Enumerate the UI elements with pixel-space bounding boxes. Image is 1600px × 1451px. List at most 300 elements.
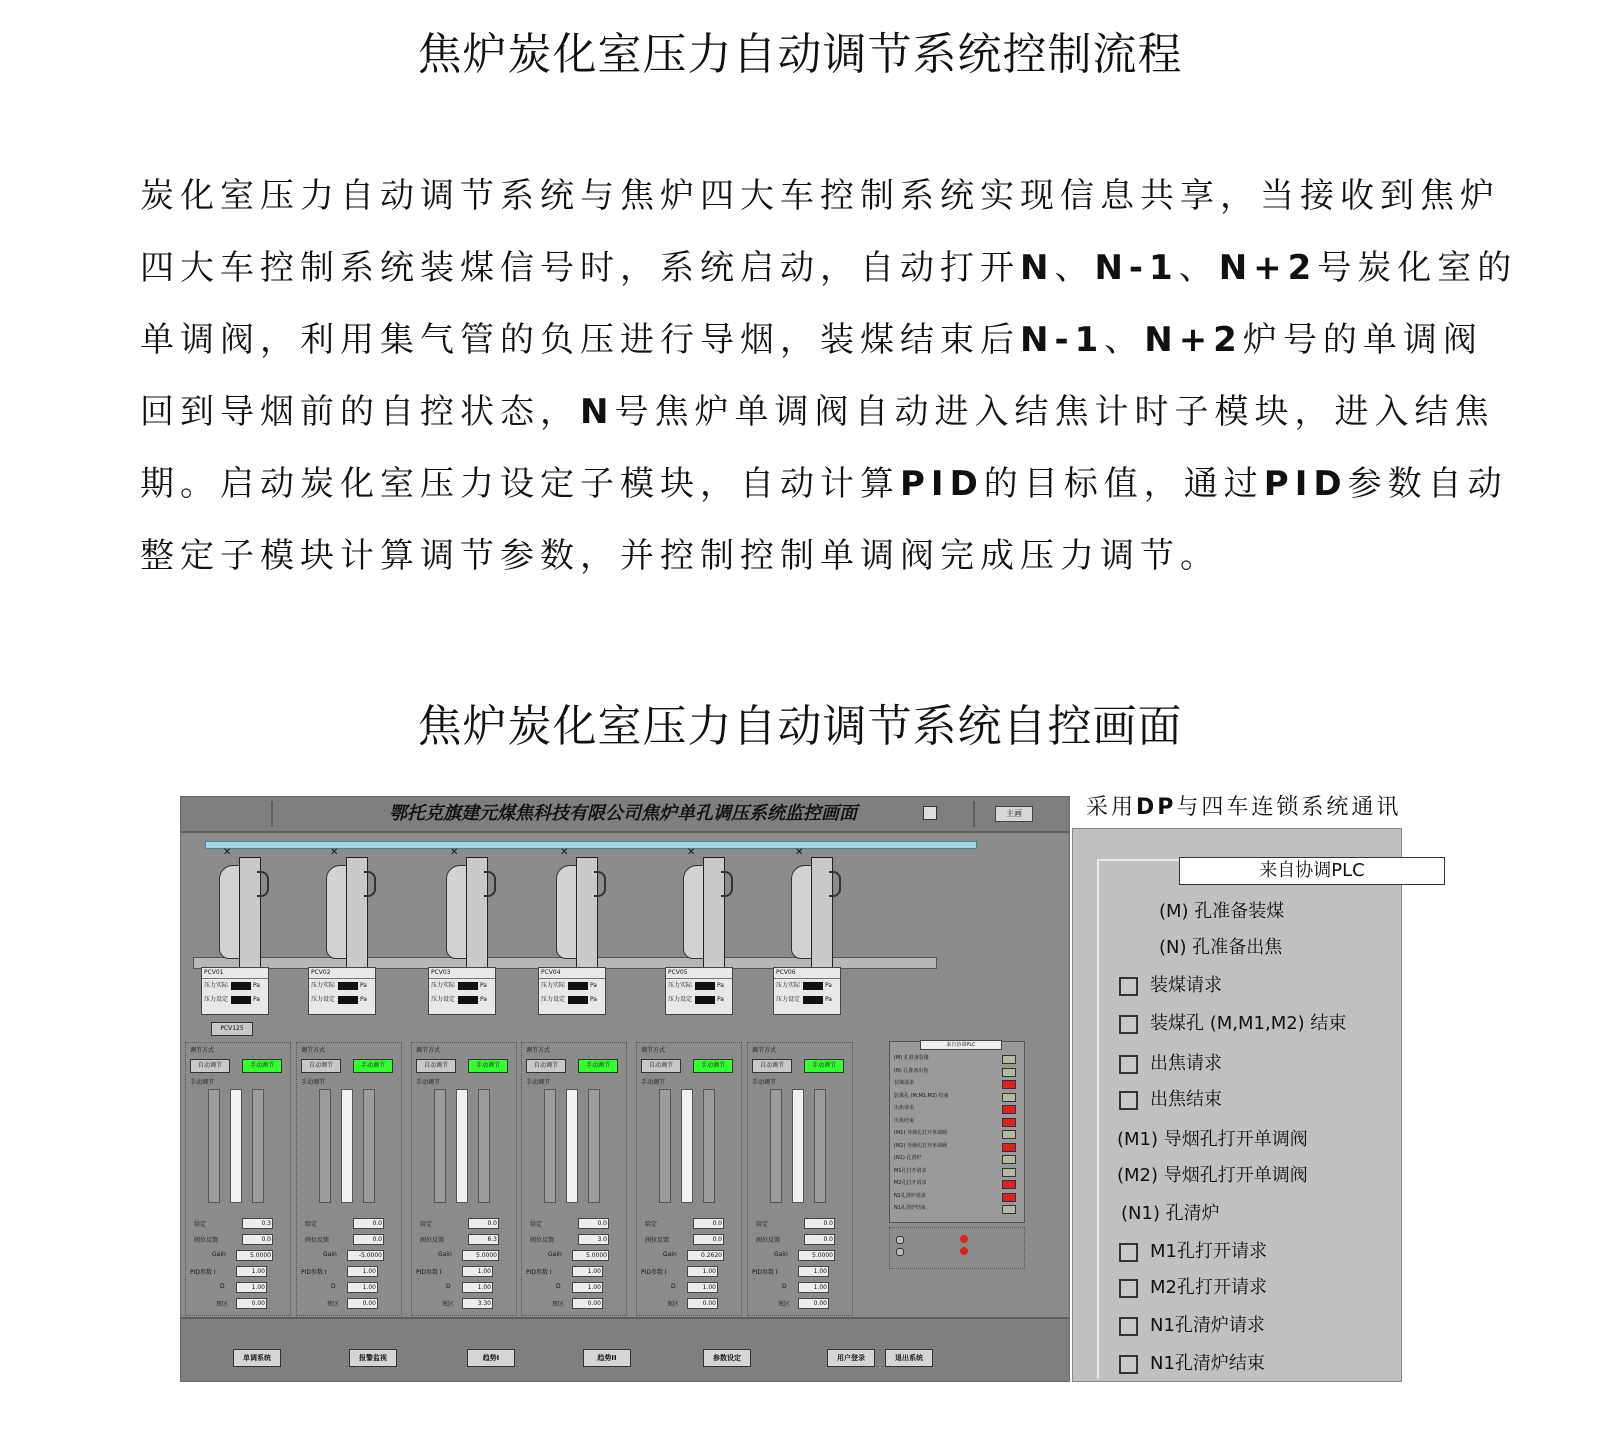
manual-slider[interactable] — [341, 1089, 353, 1203]
label: 压力实际 — [776, 982, 801, 989]
valve-icon: ✕ — [687, 847, 696, 858]
manual-slider[interactable] — [566, 1089, 578, 1203]
pressure-bar — [319, 1089, 331, 1203]
right-panel-caption — [1086, 790, 1401, 821]
manual-slider[interactable] — [230, 1089, 242, 1203]
bold-term: PID — [900, 464, 984, 504]
cap-hook-icon — [721, 871, 733, 897]
feedback-field: 0.0 — [353, 1234, 384, 1245]
mode-label: 调节方式 — [526, 1047, 551, 1054]
pressure-actual-row — [429, 979, 495, 993]
setpoint-label: 给定 — [305, 1221, 318, 1228]
valve-control-column — [747, 1042, 853, 1316]
feedback-label: 阀位反馈 — [756, 1237, 781, 1244]
pid-i-label: PID参数 I — [301, 1269, 327, 1276]
toolbar-button[interactable]: 用户登录 — [827, 1349, 875, 1367]
checkbox[interactable] — [1119, 1355, 1138, 1374]
unit-label: Pa — [359, 982, 367, 989]
feedback-field: 6.3 — [468, 1234, 499, 1245]
cap-hook-icon — [829, 871, 841, 897]
pid-i-label: PID参数 I — [190, 1269, 216, 1276]
riser-valve-unit — [771, 847, 851, 977]
pressure-actual-row — [539, 979, 605, 993]
setpoint-field[interactable]: 0.0 — [693, 1218, 724, 1229]
status-indicator-icon — [1002, 1205, 1016, 1214]
mode-label: 调节方式 — [416, 1047, 441, 1054]
valve-bar — [363, 1089, 375, 1203]
auto-mode-button[interactable]: 自动调节 — [416, 1059, 456, 1073]
scale-left — [526, 1089, 540, 1201]
pid-i-field[interactable]: 1.00 — [236, 1266, 267, 1277]
interlock-item[interactable] — [1119, 1085, 1222, 1111]
pressure-set-row — [202, 993, 268, 1007]
deadband-label: 死区 — [778, 1301, 791, 1308]
interlock-item-label: (M2) 导烟孔打开单调阀 — [1117, 1165, 1308, 1186]
mini-status-row: 出焦请求 — [894, 1105, 915, 1111]
valve-icon: ✕ — [795, 847, 804, 858]
status-indicator-icon — [1002, 1093, 1016, 1102]
mini-status-row: M1孔打开请求 — [894, 1167, 927, 1174]
status-indicator-icon — [1002, 1105, 1016, 1114]
pressure-actual-value — [231, 982, 251, 990]
pid-d-label: D — [671, 1283, 676, 1290]
mini-status-row: 出焦结束 — [894, 1117, 915, 1124]
pressure-display — [201, 967, 269, 1015]
interlock-panel — [1072, 828, 1402, 1382]
alarm-dot-icon — [960, 1247, 968, 1255]
cap-hook-icon — [484, 871, 496, 897]
scale-left — [641, 1089, 655, 1201]
paragraph-text: 号焦炉单调阀自动进入结焦计时子模块，进入结焦期。启动炭化室压力设定子模块，自动计算 — [140, 392, 1495, 504]
cap-hook-icon — [257, 871, 269, 897]
valve-icon: ✕ — [330, 847, 339, 858]
label: 压力设定 — [431, 996, 456, 1003]
interlock-item-label: (M1) 导烟孔打开单调阀 — [1117, 1129, 1308, 1150]
pressure-set-value — [458, 996, 478, 1004]
bottom-toolbar — [181, 1317, 1069, 1382]
manual-adjust-label: 手动调节 — [641, 1079, 666, 1086]
riser-valve-unit — [306, 847, 386, 977]
pid-i-label: PID参数 I — [641, 1269, 667, 1276]
checkbox[interactable] — [1119, 1015, 1138, 1034]
toolbar-button[interactable]: 退出系统 — [885, 1349, 933, 1367]
interlock-item[interactable] — [1119, 1237, 1267, 1263]
pressure-set-value — [231, 996, 251, 1004]
valve-bar — [814, 1089, 826, 1203]
interlock-item[interactable] — [1119, 1049, 1222, 1075]
unit-label: Pa — [252, 982, 260, 989]
toolbar-button[interactable]: 参数设定 — [703, 1349, 751, 1367]
mini-status-row: 装煤孔 (M,M1,M2) 结束 — [894, 1092, 949, 1099]
mini-status-row: (M1) 导烟孔打开单调阀 — [894, 1130, 947, 1136]
pressure-set-row — [539, 993, 605, 1007]
manual-adjust-label: 手动调节 — [526, 1079, 551, 1086]
interlock-item-label: 出焦结束 — [1150, 1089, 1222, 1110]
scale-left — [752, 1089, 766, 1201]
auto-mode-button[interactable]: 自动调节 — [190, 1059, 230, 1073]
toolbar-button[interactable]: 趋势II — [583, 1349, 631, 1367]
feedback-label: 阀位反馈 — [530, 1237, 555, 1244]
pid-d-field[interactable]: 1.00 — [687, 1282, 718, 1293]
label: 压力实际 — [311, 982, 336, 989]
interlock-mini-panel — [889, 1041, 1025, 1223]
deadband-label: 死区 — [667, 1301, 680, 1308]
status-indicator-icon — [1002, 1155, 1016, 1164]
valve-control-column — [296, 1042, 402, 1316]
interlock-item-label: N1孔清炉结束 — [1150, 1353, 1265, 1374]
mini-status-row: N1孔清炉结束 — [894, 1205, 926, 1211]
status-indicator-icon — [1002, 1080, 1016, 1089]
pressure-actual-row — [309, 979, 375, 993]
pressure-bar — [434, 1089, 446, 1203]
feedback-label: 阀位反馈 — [305, 1237, 330, 1244]
checkbox[interactable] — [1119, 1243, 1138, 1262]
label: 压力设定 — [204, 996, 229, 1003]
deadband-label: 死区 — [442, 1301, 455, 1308]
feedback-field: 3.0 — [578, 1234, 609, 1245]
mini-status-row: (N1) 孔清炉 — [894, 1155, 922, 1161]
pcv-tag: PCV05 — [666, 968, 732, 979]
pid-d-label: D — [220, 1283, 225, 1290]
pid-d-label: D — [556, 1283, 561, 1290]
description-paragraph — [140, 160, 1520, 592]
pressure-actual-row — [666, 979, 732, 993]
bold-term: N+2 — [1144, 320, 1243, 360]
manual-slider[interactable] — [681, 1089, 693, 1203]
manual-mode-button[interactable]: 手动调节 — [578, 1059, 618, 1073]
valve-icon: ✕ — [223, 847, 232, 858]
status-indicator-icon — [1002, 1168, 1016, 1177]
pid-i-field[interactable]: 1.00 — [687, 1266, 718, 1277]
riser-valve-unit — [426, 847, 506, 977]
setpoint-label: 给定 — [420, 1221, 433, 1228]
pid-i-label: PID参数 I — [526, 1269, 552, 1276]
mini-panel-header: 来自协调PLC — [920, 1040, 1002, 1050]
pressure-bar — [544, 1089, 556, 1203]
feedback-field: 0.0 — [693, 1234, 724, 1245]
unit-label: Pa — [252, 996, 260, 1003]
scada-screen — [180, 796, 1070, 1382]
setpoint-label: 给定 — [645, 1221, 658, 1228]
paragraph-text: 炉号的单调阀回到导烟前的自控状态， — [140, 320, 1483, 432]
gain-field[interactable]: 5.0000 — [236, 1250, 273, 1261]
section-title: 焦炉炭化室压力自动调节系统自控画面 — [417, 701, 1183, 752]
gain-label: Gain — [548, 1251, 562, 1258]
paragraph-text: 号炭化室的单调阀，利用集气管的负压进行导烟，装煤结束后 — [140, 248, 1518, 360]
deadband-field[interactable]: 0.00 — [572, 1298, 603, 1309]
pressure-bar — [208, 1089, 220, 1203]
gain-label: Gain — [663, 1251, 677, 1258]
scale-right — [717, 1089, 731, 1201]
manual-mode-button[interactable]: 手动调节 — [242, 1059, 282, 1073]
pid-i-label: PID参数 I — [752, 1269, 778, 1276]
feedback-label: 阀位反馈 — [645, 1237, 670, 1244]
feedback-field: 0.0 — [804, 1234, 835, 1245]
valve-control-column — [411, 1042, 517, 1316]
paragraph-text: 的目标值，通过 — [983, 464, 1264, 504]
pid-i-field[interactable]: 1.00 — [798, 1266, 829, 1277]
manual-mode-button[interactable]: 手动调节 — [693, 1059, 733, 1073]
pcv-tag: PCV02 — [309, 968, 375, 979]
toolbar-button[interactable]: 报警监视 — [349, 1349, 397, 1367]
manual-adjust-label: 手动调节 — [301, 1079, 326, 1086]
auto-mode-button[interactable]: 自动调节 — [641, 1059, 681, 1073]
pressure-set-value — [338, 996, 358, 1004]
setpoint-label: 给定 — [194, 1221, 207, 1228]
gain-label: Gain — [212, 1251, 226, 1258]
deadband-field[interactable]: 0.00 — [347, 1298, 378, 1309]
interlock-item[interactable] — [1119, 1311, 1265, 1337]
pressure-display — [538, 967, 606, 1015]
status-legend — [889, 1227, 1025, 1269]
checkbox[interactable] — [1119, 1279, 1138, 1298]
interlock-item-label: M2孔打开请求 — [1150, 1277, 1267, 1298]
scale-right — [492, 1089, 506, 1201]
cap-hook-icon — [594, 871, 606, 897]
pressure-actual-value — [458, 982, 478, 990]
gain-field[interactable]: 0.2620 — [687, 1250, 724, 1261]
scale-right — [828, 1089, 842, 1201]
pid-i-field[interactable]: 1.00 — [347, 1266, 378, 1277]
valve-bar — [252, 1089, 264, 1203]
mini-status-row: M2孔打开请求 — [894, 1180, 927, 1186]
unit-label: Pa — [479, 996, 487, 1003]
caption-bold: DP — [1136, 795, 1177, 820]
label: 压力设定 — [311, 996, 336, 1003]
unit-label: Pa — [824, 996, 832, 1003]
valve-control-column — [185, 1042, 291, 1316]
bold-term: N — [1020, 248, 1055, 288]
interlock-item-label: 装煤请求 — [1150, 975, 1222, 996]
deadband-field[interactable]: 0.00 — [798, 1298, 829, 1309]
status-indicator-icon — [1002, 1143, 1016, 1152]
gain-field[interactable]: 5.0000 — [798, 1250, 835, 1261]
pressure-set-row — [666, 993, 732, 1007]
mini-status-row: 装煤请求 — [894, 1080, 915, 1086]
paragraph-text: 、 — [1104, 320, 1145, 360]
status-indicator-icon — [1002, 1180, 1016, 1189]
feedback-label: 阀位反馈 — [194, 1237, 219, 1244]
pid-d-field[interactable]: 1.00 — [572, 1282, 603, 1293]
gain-label: Gain — [323, 1251, 337, 1258]
unit-label: Pa — [479, 982, 487, 989]
pressure-bar — [659, 1089, 671, 1203]
valve-control-column — [521, 1042, 627, 1316]
pressure-set-row — [429, 993, 495, 1007]
toolbar-button[interactable]: 趋势I — [467, 1349, 515, 1367]
interlock-item — [1121, 1199, 1220, 1225]
interlock-item-label: 出焦请求 — [1150, 1053, 1222, 1074]
status-dot-icon — [896, 1248, 904, 1256]
setpoint-field[interactable]: 0.0 — [468, 1218, 499, 1229]
paragraph-text: 炭化室压力自动调节系统与焦炉四大车控制系统实现信息共享，当接收到焦炉四大车控制系统装煤信号时，系统启动，自动打开 — [140, 176, 1500, 288]
pressure-set-value — [803, 996, 823, 1004]
interlock-panel-inner — [1097, 859, 1403, 1379]
scada-title: 鄂托克旗建元煤焦科技有限公司焦炉单孔调压系统监控画面 — [271, 801, 975, 827]
manual-adjust-label: 手动调节 — [752, 1079, 777, 1086]
scale-left — [416, 1089, 430, 1201]
auto-mode-button[interactable]: 自动调节 — [752, 1059, 792, 1073]
mode-label: 调节方式 — [752, 1047, 777, 1054]
pid-d-field[interactable]: 1.00 — [462, 1282, 493, 1293]
page-title: 焦炉炭化室压力自动调节系统控制流程 — [417, 29, 1183, 80]
pressure-actual-row — [774, 979, 840, 993]
scale-left — [301, 1089, 315, 1201]
riser-valve-unit — [663, 847, 743, 977]
paragraph-text: 、 — [1178, 248, 1219, 288]
bold-term: N+2 — [1218, 248, 1318, 288]
plc-header: 来自协调PLC — [1179, 857, 1445, 885]
checkbox[interactable] — [1119, 1055, 1138, 1074]
pid-i-field[interactable]: 1.00 — [462, 1266, 493, 1277]
pressure-set-row — [309, 993, 375, 1007]
label: 压力实际 — [431, 982, 456, 989]
pressure-actual-value — [695, 982, 715, 990]
unit-label: Pa — [716, 996, 724, 1003]
interlock-item-label: M1孔打开请求 — [1150, 1241, 1267, 1262]
deadband-label: 死区 — [552, 1301, 565, 1308]
auto-mode-button[interactable]: 自动调节 — [301, 1059, 341, 1073]
pressure-actual-value — [803, 982, 823, 990]
status-indicator-icon — [1002, 1193, 1016, 1202]
manual-slider[interactable] — [456, 1089, 468, 1203]
interlock-item[interactable] — [1119, 971, 1222, 997]
setpoint-label: 给定 — [530, 1221, 543, 1228]
pressure-display — [665, 967, 733, 1015]
pressure-display — [308, 967, 376, 1015]
pid-d-field[interactable]: 1.00 — [798, 1282, 829, 1293]
pressure-set-row — [774, 993, 840, 1007]
pressure-set-value — [568, 996, 588, 1004]
scale-left — [190, 1089, 204, 1201]
valve-icon: ✕ — [450, 847, 459, 858]
scale-right — [602, 1089, 616, 1201]
deadband-field[interactable]: 0.00 — [687, 1298, 718, 1309]
interlock-item[interactable] — [1119, 1273, 1267, 1299]
interlock-item — [1117, 1125, 1308, 1151]
label: 压力设定 — [776, 996, 801, 1003]
pid-d-field[interactable]: 1.00 — [347, 1282, 378, 1293]
pressure-actual-value — [568, 982, 588, 990]
scada-header — [181, 797, 1069, 833]
unit-label: Pa — [589, 982, 597, 989]
unit-label: Pa — [716, 982, 724, 989]
pressure-actual-value — [338, 982, 358, 990]
pid-d-field[interactable]: 1.00 — [236, 1282, 267, 1293]
mode-label: 调节方式 — [190, 1047, 215, 1054]
interlock-item — [1159, 933, 1282, 959]
pressure-display — [428, 967, 496, 1015]
bold-term: N — [580, 392, 615, 432]
label: 压力实际 — [204, 982, 229, 989]
label: 压力设定 — [668, 996, 693, 1003]
manual-adjust-label: 手动调节 — [190, 1079, 215, 1086]
pid-i-label: PID参数 I — [416, 1269, 442, 1276]
auto-mode-button[interactable]: 自动调节 — [526, 1059, 566, 1073]
checkbox[interactable] — [1119, 1317, 1138, 1336]
label: 压力实际 — [668, 982, 693, 989]
manual-mode-button[interactable]: 手动调节 — [353, 1059, 393, 1073]
label: 压力设定 — [541, 996, 566, 1003]
pressure-display — [773, 967, 841, 1015]
pcv-tag: PCV06 — [774, 968, 840, 979]
deadband-label: 死区 — [216, 1301, 229, 1308]
paragraph-text: 、 — [1054, 248, 1095, 288]
deadband-label: 死区 — [327, 1301, 340, 1308]
interlock-item-label: (N) 孔准备出焦 — [1159, 937, 1283, 958]
status-indicator-icon — [1002, 1068, 1016, 1077]
riser-valve-unit — [199, 847, 279, 977]
checkbox[interactable] — [1119, 977, 1138, 996]
pressure-actual-row — [202, 979, 268, 993]
manual-adjust-label: 手动调节 — [416, 1079, 441, 1086]
mini-status-row: N1孔清炉请求 — [894, 1192, 926, 1199]
gain-field[interactable]: 5.0000 — [572, 1250, 609, 1261]
gain-label: Gain — [774, 1251, 788, 1258]
deadband-field[interactable]: 3.30 — [462, 1298, 493, 1309]
interlock-item[interactable] — [1119, 1349, 1265, 1375]
pcv-tag: PCV03 — [429, 968, 495, 979]
mode-label: 调节方式 — [641, 1047, 666, 1054]
interlock-item — [1159, 897, 1284, 923]
setpoint-field[interactable]: 0.0 — [804, 1218, 835, 1229]
bold-term: PID — [1263, 464, 1348, 504]
valve-control-column — [636, 1042, 742, 1316]
mini-status-row: (M2) 导烟孔打开单调阀 — [894, 1142, 947, 1149]
interlock-item-label: N1孔清炉请求 — [1150, 1315, 1265, 1336]
pid-d-label: D — [446, 1283, 451, 1290]
window-icon[interactable] — [923, 806, 937, 820]
caption-text: 采用 — [1086, 795, 1137, 820]
interlock-item-label: 装煤孔 (M,M1,M2) 结束 — [1150, 1013, 1347, 1034]
bold-term: N-1 — [1020, 320, 1105, 360]
pcv-tag: PCV01 — [202, 968, 268, 979]
label: 压力实际 — [541, 982, 566, 989]
interlock-item — [1117, 1161, 1308, 1187]
manual-mode-button[interactable]: 手动调节 — [804, 1059, 844, 1073]
scale-right — [377, 1089, 391, 1201]
mode-label: 调节方式 — [301, 1047, 326, 1054]
feedback-field: 0.0 — [242, 1234, 273, 1245]
valve-bar — [478, 1089, 490, 1203]
manual-slider[interactable] — [792, 1089, 804, 1203]
pid-i-field[interactable]: 1.00 — [572, 1266, 603, 1277]
setpoint-field[interactable]: 0.0 — [353, 1218, 384, 1229]
status-indicator-icon — [1002, 1055, 1016, 1064]
valve-bar — [703, 1089, 715, 1203]
pcv-tag: PCV04 — [539, 968, 605, 979]
unit-label: Pa — [359, 996, 367, 1003]
paragraph-text: 参数自动整定子模块计算调节参数，并控制控制单调阀完成压力调节。 — [140, 464, 1508, 576]
interlock-item[interactable] — [1119, 1009, 1346, 1035]
bold-term: N-1 — [1094, 248, 1179, 288]
main-screen-button[interactable]: 主画 — [995, 806, 1033, 822]
setpoint-field[interactable]: 0.3 — [242, 1218, 273, 1229]
gain-field[interactable]: 5.0000 — [462, 1250, 499, 1261]
feedback-label: 阀位反馈 — [420, 1237, 445, 1244]
setpoint-label: 给定 — [756, 1221, 769, 1228]
pressure-bar — [770, 1089, 782, 1203]
checkbox[interactable] — [1119, 1091, 1138, 1110]
manual-mode-button[interactable]: 手动调节 — [468, 1059, 508, 1073]
gain-field[interactable]: -5.0000 — [347, 1250, 384, 1261]
gain-label: Gain — [438, 1251, 452, 1258]
setpoint-field[interactable]: 0.0 — [578, 1218, 609, 1229]
toolbar-button[interactable]: 单调系统 — [233, 1349, 281, 1367]
status-indicator-icon — [1002, 1118, 1016, 1127]
scale-right — [266, 1089, 280, 1201]
deadband-field[interactable]: 0.00 — [236, 1298, 267, 1309]
